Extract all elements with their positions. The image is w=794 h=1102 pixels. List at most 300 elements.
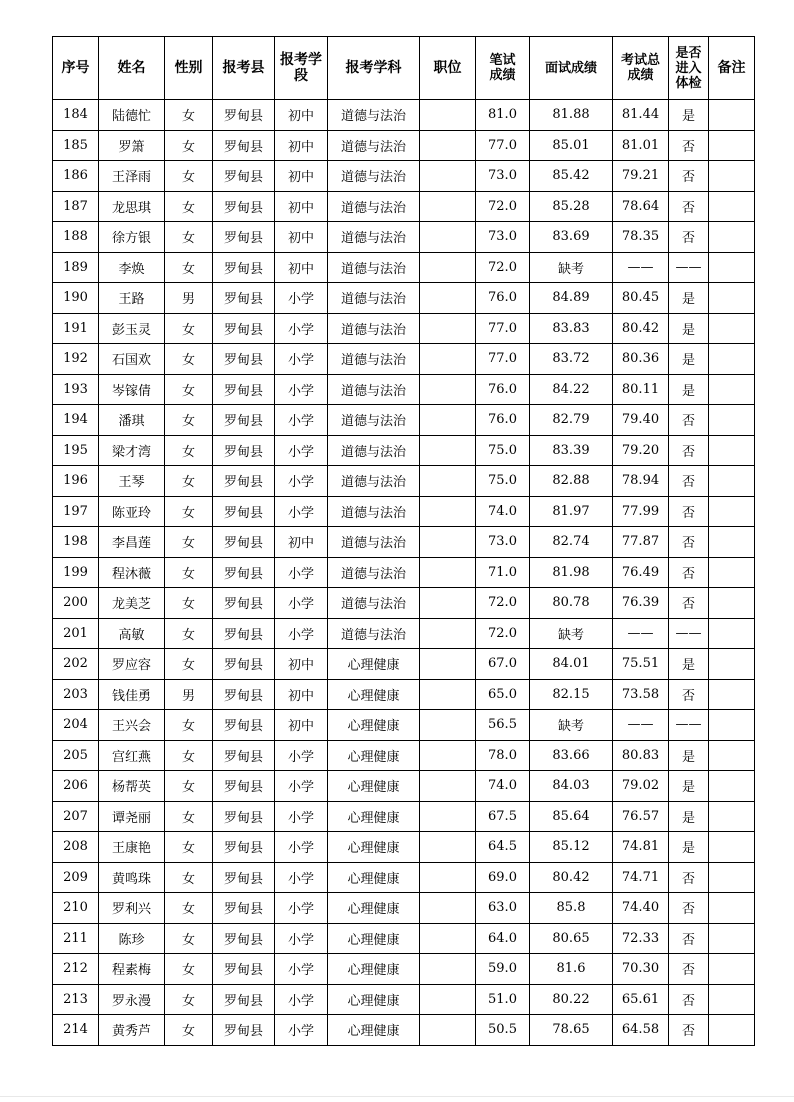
cell-stage: 小学 bbox=[275, 984, 328, 1015]
cell-remark bbox=[709, 161, 755, 192]
cell-remark bbox=[709, 862, 755, 893]
cell-remark bbox=[709, 405, 755, 436]
cell-county: 罗甸县 bbox=[213, 679, 275, 710]
cell-physical: —— bbox=[669, 710, 709, 741]
header-name: 姓名 bbox=[99, 37, 165, 100]
cell-stage: 小学 bbox=[275, 283, 328, 314]
cell-seq: 211 bbox=[53, 923, 99, 954]
cell-remark bbox=[709, 771, 755, 802]
cell-name: 龙思琪 bbox=[99, 191, 165, 222]
cell-subject: 心理健康 bbox=[328, 832, 420, 863]
cell-name: 龙美芝 bbox=[99, 588, 165, 619]
cell-interview: 81.97 bbox=[530, 496, 613, 527]
cell-position bbox=[420, 1015, 476, 1046]
cell-position bbox=[420, 740, 476, 771]
cell-interview: 83.69 bbox=[530, 222, 613, 253]
cell-written: 72.0 bbox=[476, 588, 530, 619]
cell-name: 高敏 bbox=[99, 618, 165, 649]
cell-seq: 208 bbox=[53, 832, 99, 863]
cell-written: 71.0 bbox=[476, 557, 530, 588]
cell-name: 王兴会 bbox=[99, 710, 165, 741]
cell-subject: 道德与法治 bbox=[328, 588, 420, 619]
cell-seq: 189 bbox=[53, 252, 99, 283]
cell-interview: 82.79 bbox=[530, 405, 613, 436]
cell-physical: 否 bbox=[669, 1015, 709, 1046]
cell-county: 罗甸县 bbox=[213, 435, 275, 466]
cell-total: —— bbox=[613, 252, 669, 283]
cell-interview: 83.66 bbox=[530, 740, 613, 771]
cell-interview: 85.12 bbox=[530, 832, 613, 863]
cell-written: 67.0 bbox=[476, 649, 530, 680]
table-row bbox=[53, 283, 755, 314]
cell-remark bbox=[709, 557, 755, 588]
page-bottom-divider bbox=[0, 1096, 794, 1097]
cell-seq: 209 bbox=[53, 862, 99, 893]
cell-gender: 女 bbox=[165, 740, 213, 771]
table-body bbox=[53, 100, 755, 1046]
cell-physical: 是 bbox=[669, 740, 709, 771]
cell-name: 梁才湾 bbox=[99, 435, 165, 466]
cell-total: 74.40 bbox=[613, 893, 669, 924]
cell-gender: 女 bbox=[165, 161, 213, 192]
table-row bbox=[53, 618, 755, 649]
cell-county: 罗甸县 bbox=[213, 161, 275, 192]
cell-gender: 女 bbox=[165, 222, 213, 253]
cell-stage: 小学 bbox=[275, 435, 328, 466]
table-row bbox=[53, 527, 755, 558]
cell-physical: 是 bbox=[669, 801, 709, 832]
cell-subject: 道德与法治 bbox=[328, 252, 420, 283]
cell-gender: 女 bbox=[165, 435, 213, 466]
cell-name: 谭尧丽 bbox=[99, 801, 165, 832]
cell-total: 74.71 bbox=[613, 862, 669, 893]
cell-name: 罗永漫 bbox=[99, 984, 165, 1015]
cell-name: 钱佳勇 bbox=[99, 679, 165, 710]
cell-seq: 194 bbox=[53, 405, 99, 436]
cell-remark bbox=[709, 954, 755, 985]
cell-written: 65.0 bbox=[476, 679, 530, 710]
cell-physical: 否 bbox=[669, 679, 709, 710]
cell-subject: 心理健康 bbox=[328, 740, 420, 771]
cell-seq: 199 bbox=[53, 557, 99, 588]
cell-physical: —— bbox=[669, 618, 709, 649]
header-seq: 序号 bbox=[53, 37, 99, 100]
table-row bbox=[53, 557, 755, 588]
table-row bbox=[53, 893, 755, 924]
cell-position bbox=[420, 405, 476, 436]
header-subject: 报考学科 bbox=[328, 37, 420, 100]
cell-total: 64.58 bbox=[613, 1015, 669, 1046]
cell-interview: 85.42 bbox=[530, 161, 613, 192]
cell-stage: 初中 bbox=[275, 679, 328, 710]
cell-total: 76.57 bbox=[613, 801, 669, 832]
cell-gender: 女 bbox=[165, 832, 213, 863]
cell-subject: 心理健康 bbox=[328, 1015, 420, 1046]
cell-stage: 小学 bbox=[275, 374, 328, 405]
cell-stage: 小学 bbox=[275, 954, 328, 985]
cell-subject: 心理健康 bbox=[328, 649, 420, 680]
cell-stage: 小学 bbox=[275, 862, 328, 893]
cell-stage: 初中 bbox=[275, 191, 328, 222]
cell-subject: 道德与法治 bbox=[328, 527, 420, 558]
table-row bbox=[53, 252, 755, 283]
cell-position bbox=[420, 252, 476, 283]
cell-interview: 82.88 bbox=[530, 466, 613, 497]
cell-written: 75.0 bbox=[476, 435, 530, 466]
cell-seq: 198 bbox=[53, 527, 99, 558]
cell-physical: 否 bbox=[669, 527, 709, 558]
table-row bbox=[53, 588, 755, 619]
cell-name: 黄秀芦 bbox=[99, 1015, 165, 1046]
cell-position bbox=[420, 344, 476, 375]
cell-interview: 缺考 bbox=[530, 710, 613, 741]
cell-remark bbox=[709, 740, 755, 771]
cell-stage: 小学 bbox=[275, 405, 328, 436]
cell-remark bbox=[709, 893, 755, 924]
cell-name: 黄鸣珠 bbox=[99, 862, 165, 893]
cell-written: 56.5 bbox=[476, 710, 530, 741]
cell-county: 罗甸县 bbox=[213, 984, 275, 1015]
cell-written: 77.0 bbox=[476, 130, 530, 161]
cell-position bbox=[420, 771, 476, 802]
header-physical: 是否进入体检 bbox=[669, 37, 709, 100]
cell-gender: 男 bbox=[165, 283, 213, 314]
cell-stage: 小学 bbox=[275, 740, 328, 771]
cell-county: 罗甸县 bbox=[213, 130, 275, 161]
cell-physical: 是 bbox=[669, 313, 709, 344]
cell-subject: 心理健康 bbox=[328, 679, 420, 710]
cell-remark bbox=[709, 832, 755, 863]
cell-county: 罗甸县 bbox=[213, 557, 275, 588]
cell-county: 罗甸县 bbox=[213, 405, 275, 436]
cell-physical: 是 bbox=[669, 771, 709, 802]
cell-written: 74.0 bbox=[476, 771, 530, 802]
cell-name: 程沐薇 bbox=[99, 557, 165, 588]
cell-position bbox=[420, 466, 476, 497]
cell-total: 70.30 bbox=[613, 954, 669, 985]
cell-remark bbox=[709, 801, 755, 832]
cell-interview: 84.01 bbox=[530, 649, 613, 680]
table-row bbox=[53, 435, 755, 466]
cell-name: 王路 bbox=[99, 283, 165, 314]
cell-interview: 85.8 bbox=[530, 893, 613, 924]
table-row bbox=[53, 740, 755, 771]
cell-name: 王康艳 bbox=[99, 832, 165, 863]
cell-name: 李焕 bbox=[99, 252, 165, 283]
cell-total: 73.58 bbox=[613, 679, 669, 710]
cell-gender: 女 bbox=[165, 618, 213, 649]
table-row bbox=[53, 649, 755, 680]
cell-county: 罗甸县 bbox=[213, 222, 275, 253]
cell-seq: 191 bbox=[53, 313, 99, 344]
cell-county: 罗甸县 bbox=[213, 100, 275, 131]
cell-seq: 205 bbox=[53, 740, 99, 771]
cell-subject: 道德与法治 bbox=[328, 405, 420, 436]
table-row bbox=[53, 344, 755, 375]
header-remark: 备注 bbox=[709, 37, 755, 100]
cell-stage: 小学 bbox=[275, 1015, 328, 1046]
cell-gender: 女 bbox=[165, 1015, 213, 1046]
table-row bbox=[53, 862, 755, 893]
cell-physical: 否 bbox=[669, 161, 709, 192]
cell-county: 罗甸县 bbox=[213, 710, 275, 741]
cell-name: 罗应容 bbox=[99, 649, 165, 680]
cell-seq: 200 bbox=[53, 588, 99, 619]
cell-total: 79.20 bbox=[613, 435, 669, 466]
cell-subject: 道德与法治 bbox=[328, 100, 420, 131]
table-row bbox=[53, 954, 755, 985]
cell-remark bbox=[709, 496, 755, 527]
cell-gender: 女 bbox=[165, 405, 213, 436]
cell-written: 73.0 bbox=[476, 527, 530, 558]
cell-interview: 78.65 bbox=[530, 1015, 613, 1046]
cell-physical: 否 bbox=[669, 557, 709, 588]
cell-seq: 193 bbox=[53, 374, 99, 405]
score-table bbox=[52, 36, 755, 1046]
cell-position bbox=[420, 984, 476, 1015]
cell-interview: 85.01 bbox=[530, 130, 613, 161]
cell-interview: 81.6 bbox=[530, 954, 613, 985]
cell-interview: 83.39 bbox=[530, 435, 613, 466]
cell-stage: 初中 bbox=[275, 252, 328, 283]
cell-name: 罗箫 bbox=[99, 130, 165, 161]
cell-seq: 213 bbox=[53, 984, 99, 1015]
cell-remark bbox=[709, 435, 755, 466]
cell-seq: 202 bbox=[53, 649, 99, 680]
cell-county: 罗甸县 bbox=[213, 649, 275, 680]
cell-position bbox=[420, 588, 476, 619]
cell-written: 81.0 bbox=[476, 100, 530, 131]
cell-seq: 207 bbox=[53, 801, 99, 832]
cell-physical: 是 bbox=[669, 283, 709, 314]
table-row bbox=[53, 679, 755, 710]
cell-physical: 否 bbox=[669, 466, 709, 497]
cell-seq: 187 bbox=[53, 191, 99, 222]
cell-remark bbox=[709, 222, 755, 253]
cell-name: 程素梅 bbox=[99, 954, 165, 985]
cell-seq: 185 bbox=[53, 130, 99, 161]
cell-interview: 缺考 bbox=[530, 252, 613, 283]
cell-stage: 小学 bbox=[275, 801, 328, 832]
cell-gender: 女 bbox=[165, 801, 213, 832]
cell-gender: 女 bbox=[165, 466, 213, 497]
cell-name: 潘琪 bbox=[99, 405, 165, 436]
table-row bbox=[53, 923, 755, 954]
cell-subject: 心理健康 bbox=[328, 893, 420, 924]
cell-written: 50.5 bbox=[476, 1015, 530, 1046]
cell-total: 77.99 bbox=[613, 496, 669, 527]
cell-position bbox=[420, 313, 476, 344]
cell-remark bbox=[709, 374, 755, 405]
cell-position bbox=[420, 283, 476, 314]
cell-gender: 女 bbox=[165, 954, 213, 985]
cell-interview: 80.65 bbox=[530, 923, 613, 954]
cell-written: 77.0 bbox=[476, 344, 530, 375]
table-row bbox=[53, 374, 755, 405]
cell-position bbox=[420, 862, 476, 893]
cell-subject: 心理健康 bbox=[328, 923, 420, 954]
cell-county: 罗甸县 bbox=[213, 618, 275, 649]
cell-subject: 道德与法治 bbox=[328, 191, 420, 222]
cell-county: 罗甸县 bbox=[213, 893, 275, 924]
table-row bbox=[53, 130, 755, 161]
table-row bbox=[53, 1015, 755, 1046]
cell-subject: 道德与法治 bbox=[328, 161, 420, 192]
cell-position bbox=[420, 832, 476, 863]
cell-stage: 初中 bbox=[275, 222, 328, 253]
cell-total: 79.02 bbox=[613, 771, 669, 802]
cell-total: 80.42 bbox=[613, 313, 669, 344]
table-row bbox=[53, 222, 755, 253]
cell-remark bbox=[709, 710, 755, 741]
cell-county: 罗甸县 bbox=[213, 923, 275, 954]
cell-interview: 83.83 bbox=[530, 313, 613, 344]
cell-written: 76.0 bbox=[476, 374, 530, 405]
cell-total: 76.49 bbox=[613, 557, 669, 588]
cell-total: 80.36 bbox=[613, 344, 669, 375]
cell-remark bbox=[709, 1015, 755, 1046]
cell-gender: 女 bbox=[165, 771, 213, 802]
cell-written: 72.0 bbox=[476, 618, 530, 649]
cell-written: 77.0 bbox=[476, 313, 530, 344]
cell-subject: 心理健康 bbox=[328, 771, 420, 802]
cell-gender: 女 bbox=[165, 710, 213, 741]
header-stage: 报考学段 bbox=[275, 37, 328, 100]
cell-seq: 214 bbox=[53, 1015, 99, 1046]
cell-gender: 女 bbox=[165, 984, 213, 1015]
cell-stage: 小学 bbox=[275, 893, 328, 924]
cell-written: 76.0 bbox=[476, 405, 530, 436]
cell-position bbox=[420, 527, 476, 558]
cell-name: 陈亚玲 bbox=[99, 496, 165, 527]
cell-county: 罗甸县 bbox=[213, 313, 275, 344]
cell-gender: 女 bbox=[165, 893, 213, 924]
cell-total: 81.01 bbox=[613, 130, 669, 161]
cell-remark bbox=[709, 527, 755, 558]
cell-total: 80.11 bbox=[613, 374, 669, 405]
cell-gender: 女 bbox=[165, 374, 213, 405]
cell-subject: 心理健康 bbox=[328, 954, 420, 985]
cell-interview: 81.88 bbox=[530, 100, 613, 131]
cell-county: 罗甸县 bbox=[213, 862, 275, 893]
cell-total: 79.21 bbox=[613, 161, 669, 192]
cell-subject: 道德与法治 bbox=[328, 313, 420, 344]
cell-written: 78.0 bbox=[476, 740, 530, 771]
cell-gender: 女 bbox=[165, 344, 213, 375]
cell-county: 罗甸县 bbox=[213, 740, 275, 771]
cell-written: 73.0 bbox=[476, 222, 530, 253]
cell-total: 77.87 bbox=[613, 527, 669, 558]
header-county: 报考县 bbox=[213, 37, 275, 100]
cell-stage: 小学 bbox=[275, 588, 328, 619]
cell-name: 陈珍 bbox=[99, 923, 165, 954]
cell-total: 81.44 bbox=[613, 100, 669, 131]
cell-total: 76.39 bbox=[613, 588, 669, 619]
cell-written: 64.5 bbox=[476, 832, 530, 863]
cell-stage: 初中 bbox=[275, 527, 328, 558]
cell-county: 罗甸县 bbox=[213, 344, 275, 375]
table-row bbox=[53, 191, 755, 222]
cell-stage: 小学 bbox=[275, 618, 328, 649]
cell-position bbox=[420, 710, 476, 741]
cell-interview: 81.98 bbox=[530, 557, 613, 588]
cell-physical: 否 bbox=[669, 405, 709, 436]
cell-subject: 道德与法治 bbox=[328, 496, 420, 527]
cell-total: 74.81 bbox=[613, 832, 669, 863]
cell-subject: 心理健康 bbox=[328, 984, 420, 1015]
cell-written: 51.0 bbox=[476, 984, 530, 1015]
cell-physical: 是 bbox=[669, 649, 709, 680]
cell-stage: 初中 bbox=[275, 710, 328, 741]
cell-physical: 是 bbox=[669, 832, 709, 863]
cell-stage: 小学 bbox=[275, 496, 328, 527]
cell-county: 罗甸县 bbox=[213, 771, 275, 802]
cell-name: 陆德忙 bbox=[99, 100, 165, 131]
cell-total: 72.33 bbox=[613, 923, 669, 954]
cell-seq: 206 bbox=[53, 771, 99, 802]
cell-seq: 210 bbox=[53, 893, 99, 924]
cell-subject: 道德与法治 bbox=[328, 130, 420, 161]
cell-physical: 是 bbox=[669, 374, 709, 405]
cell-subject: 道德与法治 bbox=[328, 466, 420, 497]
cell-total: 80.83 bbox=[613, 740, 669, 771]
cell-written: 73.0 bbox=[476, 161, 530, 192]
cell-subject: 道德与法治 bbox=[328, 435, 420, 466]
cell-written: 59.0 bbox=[476, 954, 530, 985]
cell-physical: —— bbox=[669, 252, 709, 283]
table-row bbox=[53, 832, 755, 863]
cell-remark bbox=[709, 100, 755, 131]
cell-position bbox=[420, 801, 476, 832]
cell-gender: 女 bbox=[165, 923, 213, 954]
table-row bbox=[53, 466, 755, 497]
cell-total: 75.51 bbox=[613, 649, 669, 680]
cell-interview: 84.89 bbox=[530, 283, 613, 314]
cell-county: 罗甸县 bbox=[213, 527, 275, 558]
cell-name: 宫红燕 bbox=[99, 740, 165, 771]
cell-interview: 80.22 bbox=[530, 984, 613, 1015]
cell-gender: 女 bbox=[165, 557, 213, 588]
cell-total: —— bbox=[613, 618, 669, 649]
cell-stage: 初中 bbox=[275, 649, 328, 680]
cell-gender: 女 bbox=[165, 252, 213, 283]
cell-seq: 188 bbox=[53, 222, 99, 253]
table-row bbox=[53, 405, 755, 436]
cell-position bbox=[420, 649, 476, 680]
cell-seq: 203 bbox=[53, 679, 99, 710]
header-position: 职位 bbox=[420, 37, 476, 100]
cell-physical: 否 bbox=[669, 496, 709, 527]
cell-position bbox=[420, 191, 476, 222]
cell-written: 69.0 bbox=[476, 862, 530, 893]
cell-total: —— bbox=[613, 710, 669, 741]
cell-stage: 小学 bbox=[275, 344, 328, 375]
cell-physical: 否 bbox=[669, 954, 709, 985]
cell-written: 75.0 bbox=[476, 466, 530, 497]
cell-position bbox=[420, 222, 476, 253]
cell-physical: 否 bbox=[669, 923, 709, 954]
cell-physical: 否 bbox=[669, 984, 709, 1015]
cell-subject: 道德与法治 bbox=[328, 222, 420, 253]
table-row bbox=[53, 710, 755, 741]
cell-position bbox=[420, 923, 476, 954]
header-gender: 性别 bbox=[165, 37, 213, 100]
cell-gender: 女 bbox=[165, 527, 213, 558]
cell-subject: 道德与法治 bbox=[328, 344, 420, 375]
cell-name: 王泽雨 bbox=[99, 161, 165, 192]
cell-name: 李昌莲 bbox=[99, 527, 165, 558]
cell-county: 罗甸县 bbox=[213, 588, 275, 619]
